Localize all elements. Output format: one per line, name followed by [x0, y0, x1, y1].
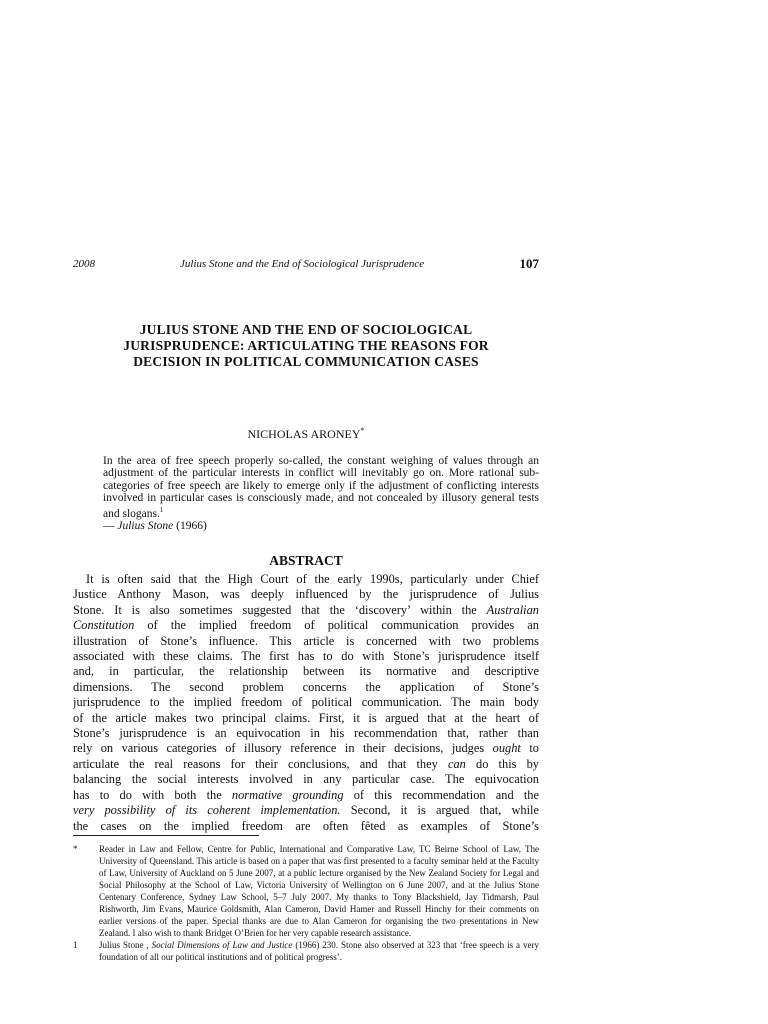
- abstract-line: balancing the social interests involved in any particular case. The equivocation: [73, 772, 539, 787]
- abstract-line: articulate the real reasons for their conclusions, and that they can do this by: [73, 756, 539, 771]
- attribution-dash: —: [103, 520, 118, 532]
- epigraph-text: In the area of free speech properly so-called, the constant weighing of values through an adjustment of the particular interests in conflict will inevitably go on. More rational sub-categories of free speech are likely to emerge only if the adjustment of conflicting interests involved in particular cases is consciously made, and not concealed by illusory general tests and slogans.: [103, 455, 539, 521]
- article-title-line: JULIUS STONE AND THE END OF SOCIOLOGICAL: [139, 322, 473, 337]
- running-head-title: Julius Stone and the End of Sociological Jurisprudence: [180, 258, 425, 270]
- abstract-line: Justice Anthony Mason, was deeply influenced by the jurisprudence of Julius: [73, 587, 539, 602]
- abstract-line: and, in particular, the relationship between its normative and descriptive: [73, 664, 539, 679]
- footnote-mark: 1: [73, 940, 78, 950]
- running-head: [73, 258, 539, 274]
- abstract-body: [73, 572, 539, 834]
- abstract-line: Stone’s jurisprudence is an equivocation in his recommendation that, rather than: [73, 726, 539, 741]
- author-name: NICHOLAS ARONEY: [247, 427, 361, 441]
- author-byline: [73, 426, 539, 442]
- abstract-heading: ABSTRACT: [269, 553, 343, 568]
- article-title-line: JURISPRUDENCE: ARTICULATING THE REASONS FOR: [123, 338, 489, 353]
- abstract-line: rely on various categories of illusory reference in their decisions, judges ought to: [73, 741, 539, 756]
- running-head-year: 2008: [73, 258, 95, 270]
- footnote-mark: *: [73, 844, 78, 854]
- abstract-line: of the article makes two principal claims. First, it is argued that at the heart of: [73, 710, 539, 725]
- abstract-line: associated with these claims. The first has to do with Stone’s jurisprudence itself: [73, 649, 539, 664]
- footnote: [73, 843, 539, 939]
- abstract-line: Constitution of the implied freedom of political communication provides an: [73, 618, 539, 633]
- abstract-line: Stone. It is also sometimes suggested that the ‘discovery’ within the Australian: [73, 602, 539, 617]
- page-number: 107: [519, 256, 539, 271]
- journal-page: [73, 0, 539, 1024]
- abstract-line: dimensions. The second problem concerns the application of Stone’s: [73, 679, 539, 694]
- footnote-rule: [73, 835, 259, 836]
- footnote: [73, 939, 539, 963]
- abstract-line: has to do with both the normative grounding of this recommendation and the: [73, 787, 539, 802]
- abstract-line: very possibility of its coherent implementation. Second, it is argued that, while: [73, 803, 539, 818]
- epigraph: [103, 455, 539, 520]
- epigraph-attribution: [103, 520, 207, 532]
- author-footnote-mark: *: [360, 426, 365, 435]
- footnote-text: Julius Stone , Social Dimensions of Law and Justice (1966) 230. Stone also observed at 323 that ‘free speech is a very foundation of all our political institutions and of political progress’.: [99, 940, 539, 962]
- abstract-line: illustration of Stone’s influence. This article is concerned with two problems: [73, 633, 539, 648]
- article-title: [73, 322, 539, 370]
- footnotes: [73, 843, 539, 963]
- attribution-name: Julius Stone: [117, 520, 174, 532]
- footnote-text: Reader in Law and Fellow, Centre for Public, International and Comparative Law, TC Beirne School of Law, The University of Queensland. This article is based on a paper that was first presented to a faculty seminar held at the Faculty of Law, University of Auckland on 5 June 2007, at a public lecture organised by the New Zealand Society for Legal and Social Philosophy at the School of Law, Victoria University of Wellington on 6 June 2007, and at the Julius Stone Centenary Conference, Sydney Law School, 5–7 July 2007. My thanks to Tony Blackshield, Jay Tidmarsh, Paul Rishworth, Jim Evans, Maurice Goldsmith, Alan Cameron, David Hamer and Russell Hinchy for their comments on earlier versions of the paper. Special thanks are due to Alan Cameron for organising the two presentations in New Zealand. I also wish to thank Bridget O’Brien for her very capable research assistance.: [99, 844, 539, 938]
- abstract-line: the cases on the implied freedom are often fêted as examples of Stone’s: [73, 818, 539, 833]
- attribution-year: (1966): [173, 520, 207, 532]
- article-title-line: DECISION IN POLITICAL COMMUNICATION CASES: [133, 354, 479, 369]
- epigraph-footnote-mark: 1: [159, 506, 164, 515]
- abstract-line: jurisprudence to the implied freedom of political communication. The main body: [73, 695, 539, 710]
- abstract-line: It is often said that the High Court of the early 1990s, particularly under Chief: [86, 572, 539, 586]
